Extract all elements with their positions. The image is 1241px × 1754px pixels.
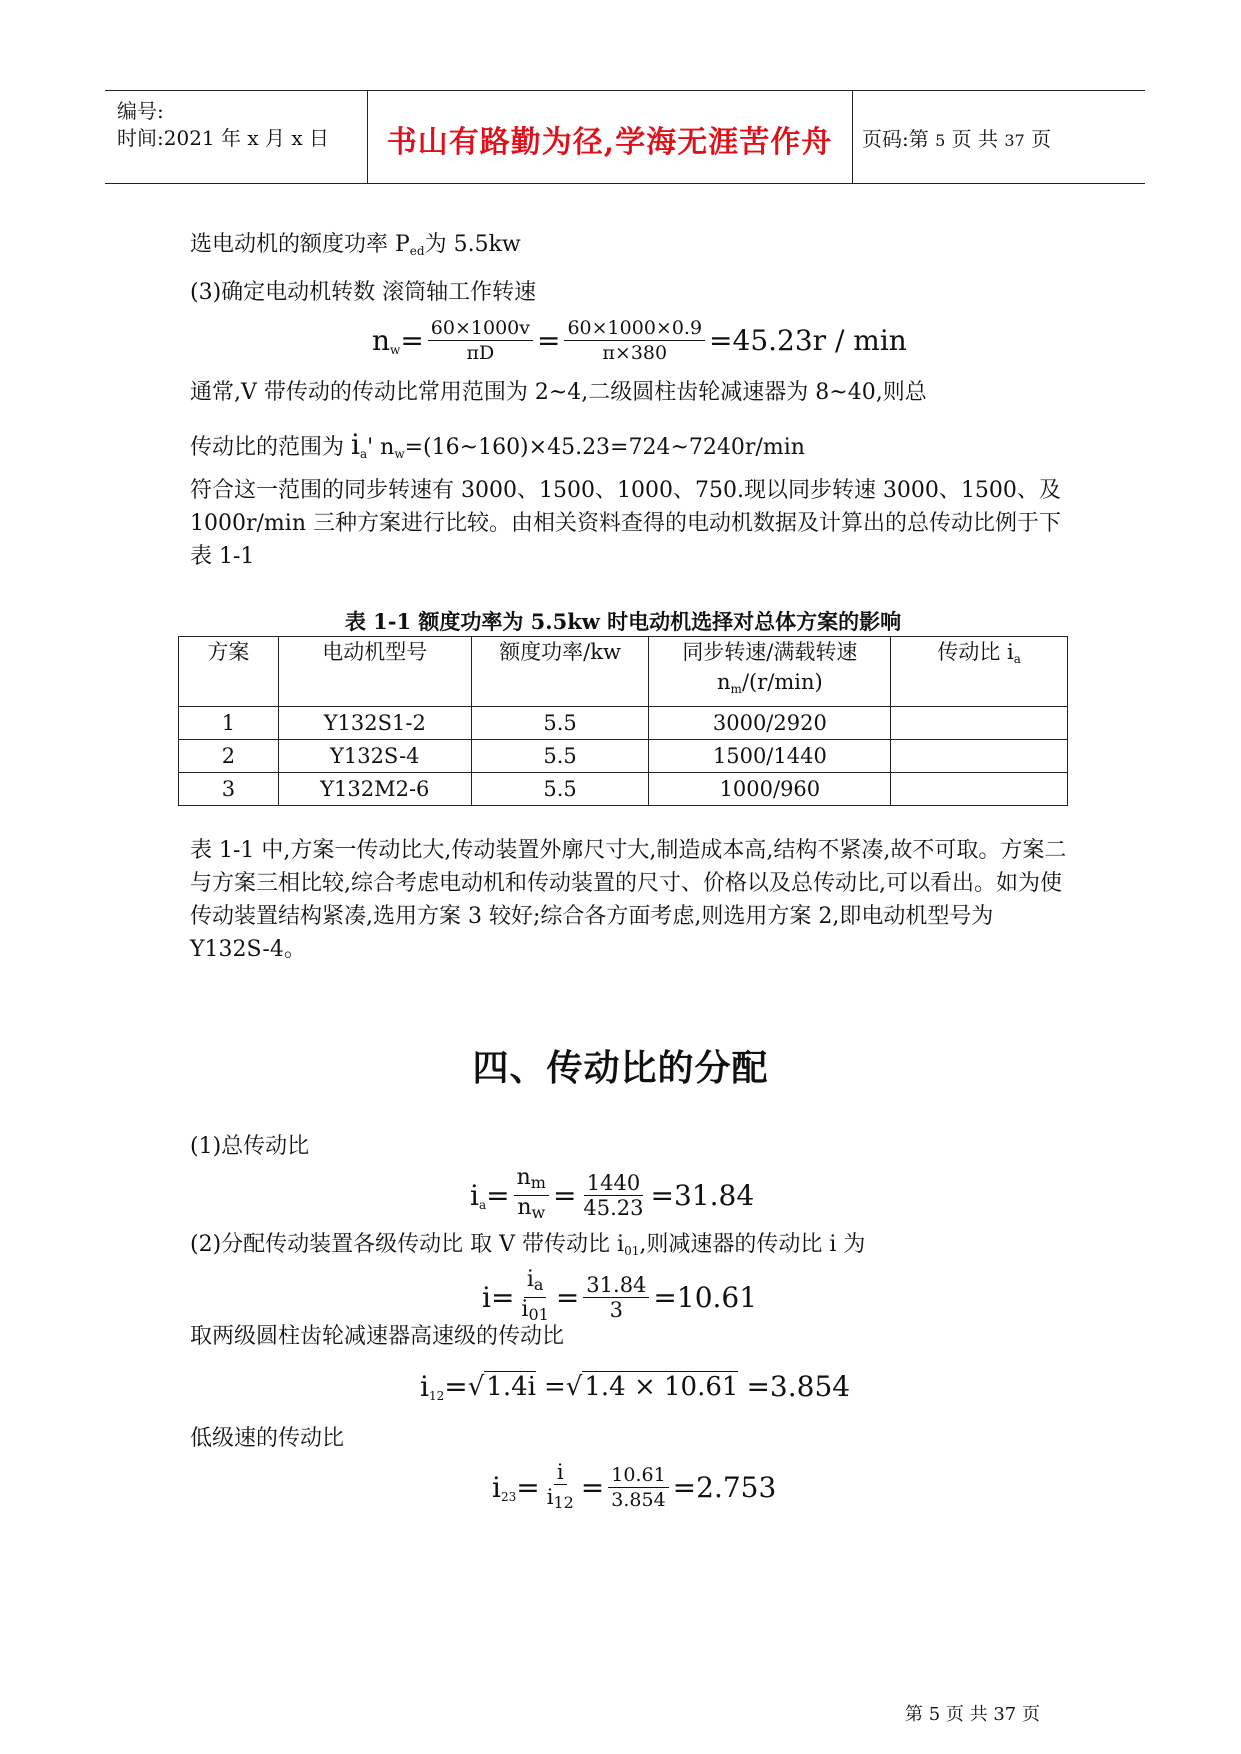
page-suffix: 页: [1031, 127, 1052, 151]
f4-eq2: =: [543, 1371, 566, 1402]
header-speed-line2: [649, 667, 890, 704]
item-low-speed-ratio: 低级速的传动比: [190, 1426, 345, 1451]
number-label: 编号:: [117, 99, 164, 123]
header-speed-n: n: [717, 670, 731, 694]
cell-power: 5.5: [471, 773, 649, 806]
motor-table: [178, 636, 1068, 806]
cell-plan: 2: [179, 740, 279, 773]
f3-eq2: =: [555, 1281, 580, 1314]
f4-sqrt2: √1.4 × 10.61: [565, 1371, 739, 1402]
f1-frac1: [428, 316, 533, 365]
line-rated-power-post: 为 5.5kw: [424, 232, 521, 257]
table-row: [179, 773, 1068, 806]
f4-sqrt1: √1.4i: [467, 1371, 536, 1402]
formula-i23: [492, 1460, 776, 1515]
f4-lhs-sub: 12: [428, 1389, 445, 1403]
f2-den2: 45.23: [583, 1196, 644, 1220]
paragraph-plan-comparison: 表 1-1 中,方案一传动比大,传动装置外廓尺寸大,制造成本高,结构不紧凑,故不可取。方案二与方案三相比较,综合考虑电动机和传动装置的尺寸、价格以及总传动比,可以看出。如为使传动装置结构紧凑,选用方案 3 较好;综合各方面考虑,则选用方案 2,即电动机型号为 Y132S-4。: [190, 838, 1067, 962]
f3-den1-sub: 01: [528, 1305, 549, 1324]
header-ratio-label: 传动比 i: [937, 640, 1014, 664]
f1-eq2: =: [536, 324, 561, 357]
page-number: 5: [935, 131, 946, 150]
f5-result: =2.753: [672, 1471, 777, 1504]
f5-den2: 3.854: [611, 1489, 666, 1511]
line-motor-speed: (3)确定电动机转数 滚筒轴工作转速: [190, 280, 537, 305]
cell-ratio: [891, 707, 1068, 740]
f4-eq: =: [444, 1370, 468, 1403]
f2-num1-sub: m: [530, 1173, 546, 1192]
header-ratio-sub: a: [1013, 652, 1021, 666]
header-ratio: [891, 637, 1068, 707]
cell-power: 5.5: [471, 740, 649, 773]
header-speed-sub: m: [730, 682, 742, 696]
page-prefix: 页码:第: [862, 127, 929, 151]
f5-lhs-sub: 23: [500, 1490, 517, 1504]
f2-num1: [514, 1166, 549, 1196]
f3-num1-i: i: [526, 1267, 534, 1292]
page-header: [105, 90, 1145, 184]
table-row: [179, 707, 1068, 740]
formula-ia: [470, 1166, 754, 1225]
f3-den2: 3: [609, 1298, 624, 1322]
header-page-info: [862, 123, 1051, 152]
time-month-unit: 月: [265, 126, 286, 150]
header-motto: 书山有路勤为径,学海无涯苦作舟: [386, 125, 833, 160]
f4-lhs: [420, 1370, 468, 1403]
time-month-value: x: [247, 126, 259, 150]
item2-sub: 01: [624, 1244, 640, 1258]
item-distribute-ratio: [190, 1228, 865, 1268]
formula-nw: [372, 316, 907, 365]
formula-i: [482, 1268, 757, 1327]
cell-model: Y132M2-6: [278, 773, 471, 806]
item2-post: ,则减速器的传动比 i 为: [639, 1232, 866, 1257]
f2-eq: =: [486, 1179, 510, 1212]
f2-result: =31.84: [650, 1179, 755, 1212]
f1-num2: 60×1000×0.9: [564, 316, 705, 341]
cell-ratio: [891, 773, 1068, 806]
f2-num2: 1440: [584, 1171, 643, 1196]
cell-plan: 3: [179, 773, 279, 806]
table-header-row: [179, 637, 1068, 707]
f1-lhs-sub: w: [390, 343, 401, 357]
cell-ratio: [891, 740, 1068, 773]
f1-den1: πD: [466, 342, 495, 364]
header-right-cell: [852, 91, 1145, 183]
f5-eq: =: [516, 1471, 540, 1504]
time-year-unit: 年: [221, 126, 242, 150]
line-total-ratio-range: [190, 428, 805, 471]
f3-frac2: [583, 1273, 649, 1322]
f2-frac2: [580, 1171, 646, 1220]
line4-mid: ' n: [367, 435, 395, 460]
f2-eq2: =: [552, 1179, 577, 1212]
f1-result: =45.23r / min: [709, 324, 907, 357]
f5-frac1: [544, 1460, 577, 1515]
time-label: 时间:: [117, 126, 164, 150]
item-high-speed-ratio: 取两级圆柱齿轮减速器高速级的传动比: [190, 1324, 565, 1349]
page-total: 37: [1004, 131, 1025, 150]
line4-nsub: w: [394, 447, 405, 461]
cell-power: 5.5: [471, 707, 649, 740]
table-row: [179, 740, 1068, 773]
header-left-cell: [105, 91, 368, 183]
page-footer: 第 5 页 共 37 页: [905, 1704, 1040, 1725]
f3-lhs: i=: [482, 1281, 515, 1314]
line4-pre: 传动比的范围为: [190, 435, 351, 460]
header-speed-line1: 同步转速/满载转速: [682, 640, 858, 664]
f5-den1-i: i: [546, 1485, 554, 1509]
f1-frac2: [564, 316, 705, 365]
f2-den1-sub: w: [531, 1203, 546, 1222]
time-day-value: x: [291, 126, 303, 150]
f2-lhs-i: i: [470, 1179, 479, 1212]
f2-lhs-sub: a: [478, 1198, 487, 1212]
time-year-value: 2021: [163, 126, 215, 150]
f3-num1: [524, 1268, 547, 1298]
cell-plan: 1: [179, 707, 279, 740]
f5-num1: i: [554, 1460, 567, 1485]
cell-speed: 3000/2920: [649, 707, 891, 740]
f3-frac1: [518, 1268, 551, 1327]
f4-result: =3.854: [746, 1370, 851, 1403]
f2-num1-n: n: [516, 1165, 531, 1190]
page-mid: 页 共: [951, 127, 999, 151]
f5-eq2: =: [580, 1471, 605, 1504]
f3-result: =10.61: [653, 1281, 758, 1314]
f1-num1: 60×1000v: [428, 316, 533, 341]
item-total-ratio: (1)总传动比: [190, 1134, 310, 1159]
f2-frac1: [514, 1166, 549, 1225]
table-caption: 表 1-1 额度功率为 5.5kw 时电动机选择对总体方案的影响: [344, 609, 902, 634]
time-day-unit: 日: [309, 126, 330, 150]
header-rated-power: 额度功率/kw: [471, 637, 649, 707]
f4-sqrt1-content: 1.4i: [486, 1371, 536, 1402]
line4-isub: a: [359, 447, 368, 461]
f5-den1: [544, 1485, 577, 1515]
cell-model: Y132S-4: [278, 740, 471, 773]
f5-num2: 10.61: [608, 1463, 668, 1488]
time-line: [117, 122, 329, 151]
f1-eq1: =: [400, 324, 424, 357]
line-rated-power-sub: ed: [409, 244, 425, 258]
cell-model: Y132S1-2: [278, 707, 471, 740]
header-motor-model: 电动机型号: [278, 637, 471, 707]
header-speed-unit: /(r/min): [741, 670, 823, 694]
f3-num1-sub: a: [533, 1275, 544, 1294]
f1-lhs-n: n: [372, 324, 391, 357]
f1-den2: π×380: [602, 342, 668, 364]
f5-lhs-i: i: [492, 1471, 501, 1504]
f2-lhs: [470, 1179, 510, 1212]
paragraph-sync-speeds: 符合这一范围的同步转速有 3000、1500、1000、750.现以同步转速 3000、1500、及 1000r/min 三种方案进行比较。由相关资料查得的电动机数据及计算出的总传动比例于下表 1-1: [190, 478, 1061, 569]
f2-den1-n: n: [517, 1195, 532, 1220]
cell-speed: 1000/960: [649, 773, 891, 806]
section-heading: 四、传动比的分配: [472, 1047, 769, 1089]
header-speed: [649, 637, 891, 707]
item2-pre: (2)分配传动装置各级传动比 取 V 带传动比 i: [190, 1232, 625, 1257]
f4-sqrt2-content: 1.4 × 10.61: [584, 1371, 739, 1402]
line-transmission-range: 通常,V 带传动的传动比常用范围为 2~4,二级圆柱齿轮减速器为 8~40,则总: [190, 380, 927, 405]
line-rated-power: [190, 228, 521, 268]
f5-den1-sub: 12: [553, 1493, 574, 1512]
f3-num2: 31.84: [583, 1273, 649, 1298]
cell-speed: 1500/1440: [649, 740, 891, 773]
f1-lhs: [372, 324, 424, 357]
f4-lhs-i: i: [420, 1370, 429, 1403]
formula-i12: [420, 1370, 850, 1403]
f2-den1: [514, 1196, 548, 1225]
f5-lhs: [492, 1471, 540, 1504]
f3-den1-i: i: [521, 1297, 529, 1322]
header-center-cell: [367, 91, 853, 183]
line-rated-power-pre: 选电动机的额度功率 P: [190, 232, 410, 257]
f5-frac2: [608, 1463, 668, 1512]
line4-i: i: [351, 428, 360, 461]
line4-post: =(16~160)×45.23=724~7240r/min: [404, 435, 805, 460]
header-plan: 方案: [179, 637, 279, 707]
